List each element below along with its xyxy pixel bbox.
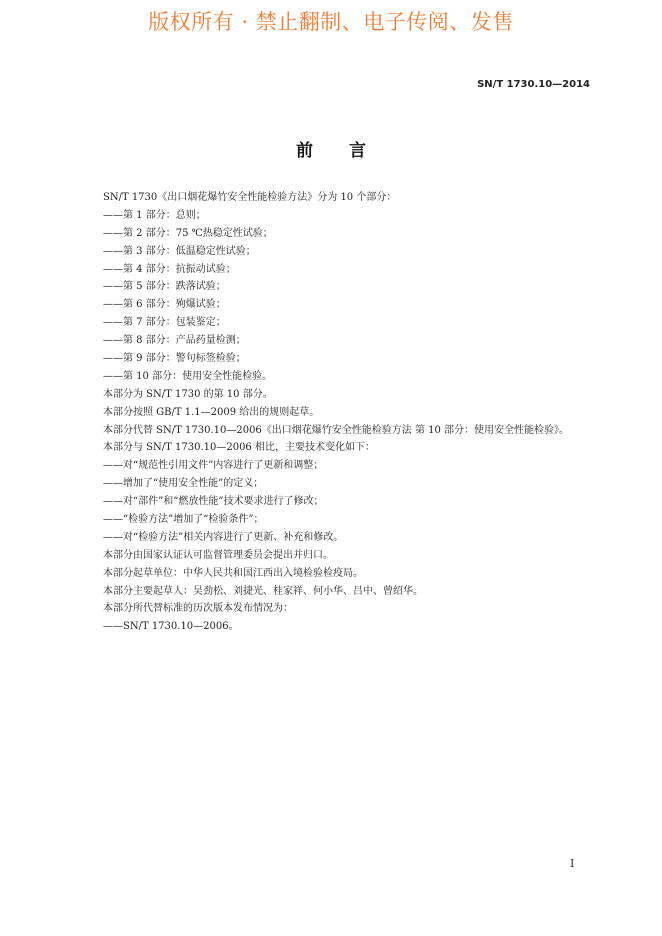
- body-line: SN/T 1730《出口烟花爆竹安全性能检验方法》分为 10 个部分：: [103, 192, 397, 203]
- body-line: 本部分按照 GB/T 1.1—2009 给出的规则起草。: [103, 406, 320, 418]
- body-line: ——第 2 部分：75 ℃热稳定性试验；: [103, 227, 273, 239]
- body-line: ——第 5 部分：跌落试验；: [103, 281, 226, 293]
- body-line: ——对“规范性引用文件”内容进行了更新和调整；: [103, 460, 324, 472]
- body-line: 本部分为 SN/T 1730 的第 10 部分。: [103, 388, 273, 400]
- body-line: ——对“检验方法”相关内容进行了更新、补充和修改。: [103, 531, 344, 543]
- foreword-body: [103, 189, 603, 636]
- body-line: 本部分由国家认证认可监督管理委员会提出并归口。: [103, 549, 333, 561]
- body-line: 本部分代替 SN/T 1730.10—2006《出口烟花爆竹安全性能检验方法 第 10 部分：使用安全性能检验》。: [103, 424, 570, 436]
- page-number: I: [570, 857, 575, 870]
- body-line: ——第 1 部分：总则；: [103, 209, 206, 221]
- body-line: ——第 6 部分：殉爆试验；: [103, 299, 226, 311]
- standard-code: SN/T 1730.10—2014: [477, 79, 590, 90]
- copyright-banner: 版权所有 · 禁止翻制、电子传阅、发售: [148, 10, 514, 34]
- body-line: 本部分起草单位：中华人民共和国江西出入境检验检疫局。: [103, 567, 363, 579]
- body-line: ——第 8 部分：产品药量检测；: [103, 335, 246, 347]
- body-line: ——SN/T 1730.10—2006。: [103, 621, 239, 633]
- body-line: ——第 4 部分：抗振动试验；: [103, 263, 236, 275]
- body-line: ——第 9 部分：警句标签检验；: [103, 353, 246, 365]
- body-line: ——第 7 部分：包装鉴定；: [103, 317, 226, 329]
- body-line: 本部分主要起草人：吴劲松、刘捷光、桂家祥、何小华、吕中、曾绍华。: [103, 585, 423, 597]
- body-line: ——“检验方法”增加了“检验条件”；: [103, 514, 264, 526]
- body-line: 本部分所代替标准的历次版本发布情况为：: [103, 603, 293, 615]
- body-line: ——对“部件”和“燃放性能”技术要求进行了修改；: [103, 496, 324, 508]
- body-line: 本部分与 SN/T 1730.10—2006 相比，主要技术变化如下：: [103, 442, 375, 454]
- body-line: ——第 3 部分：低温稳定性试验；: [103, 245, 256, 257]
- body-line: ——增加了“使用安全性能”的定义；: [103, 478, 264, 490]
- page-title: 前言: [296, 141, 402, 161]
- body-line: ——第 10 部分：使用安全性能检验。: [103, 370, 273, 382]
